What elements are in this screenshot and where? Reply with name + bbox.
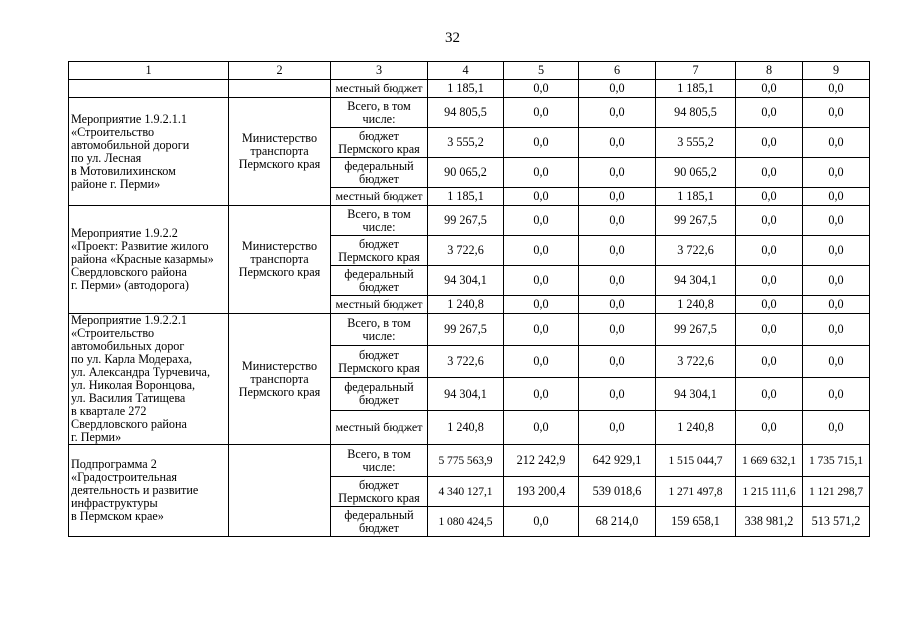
table-row	[69, 98, 870, 128]
measure-name-line: ул. Александра Турчевича,	[71, 365, 211, 379]
value-cell: 0,0	[736, 296, 803, 314]
ministry-line: Министерство	[241, 239, 318, 253]
funding-source-line: числе:	[362, 459, 396, 474]
value-cell: 0,0	[504, 507, 579, 537]
value-cell: 0,0	[579, 378, 656, 410]
value-cell: 0,0	[803, 158, 870, 188]
funding-source-line: бюджет	[359, 279, 399, 294]
value-cell: 0,0	[803, 128, 870, 158]
value-cell: 0,0	[504, 98, 579, 128]
value-cell: 0,0	[579, 128, 656, 158]
value-cell: 159 658,1	[656, 507, 736, 537]
funding-source-line: федеральный	[344, 380, 414, 394]
table-row	[69, 445, 870, 477]
value-cell: 0,0	[736, 410, 803, 444]
measure-name-line: инфраструктуры	[71, 496, 158, 510]
value-cell: 99 267,5	[428, 314, 504, 346]
value-cell: 0,0	[504, 410, 579, 444]
column-header: 7	[656, 62, 736, 80]
value-cell: 0,0	[504, 80, 579, 98]
value-cell: 0,0	[803, 314, 870, 346]
value-cell: 0,0	[803, 346, 870, 378]
ministry-line: Министерство	[241, 131, 318, 145]
value-cell: 94 304,1	[428, 378, 504, 410]
value-cell: 94 304,1	[656, 266, 736, 296]
measure-name-line: Мероприятие 1.9.2.1.1	[71, 111, 187, 126]
value-cell: 338 981,2	[736, 507, 803, 537]
measure-name-line: района «Красные казармы»	[71, 252, 214, 266]
page-number: 32	[445, 30, 460, 46]
value-cell: 0,0	[736, 346, 803, 378]
funding-source-line: бюджет	[359, 128, 399, 143]
value-cell: 90 065,2	[428, 158, 504, 188]
value-cell: 1 515 044,7	[656, 445, 736, 477]
value-cell: 0,0	[736, 266, 803, 296]
funding-source-line: бюджет	[359, 236, 399, 251]
ministry-line: Пермского края	[238, 265, 321, 279]
measure-name-line: Мероприятие 1.9.2.2.1	[71, 313, 187, 327]
measure-name-line: Свердловского района	[71, 417, 187, 431]
funding-source-line: числе:	[362, 328, 396, 343]
measure-name-line: районе г. Перми»	[71, 176, 161, 191]
value-cell: 0,0	[579, 314, 656, 346]
value-cell: 94 304,1	[428, 266, 504, 296]
value-cell: 0,0	[736, 128, 803, 158]
funding-source-cell	[331, 378, 428, 410]
funding-source-line: Пермского края	[338, 141, 420, 156]
value-cell: 0,0	[736, 378, 803, 410]
value-cell: 0,0	[504, 378, 579, 410]
funding-source-line: Пермского края	[338, 360, 420, 375]
measure-name-line: деятельность и развитие	[71, 483, 199, 497]
measure-name-line: г. Перми»	[71, 430, 122, 444]
ministry-line: транспорта	[250, 144, 309, 158]
column-header: 5	[504, 62, 579, 80]
value-cell: 68 214,0	[579, 507, 656, 537]
table-body	[69, 80, 870, 537]
funding-source-cell	[331, 188, 428, 206]
value-cell: 3 555,2	[428, 128, 504, 158]
value-cell: 0,0	[736, 80, 803, 98]
value-cell: 0,0	[803, 80, 870, 98]
value-cell: 0,0	[803, 378, 870, 410]
value-cell: 0,0	[579, 236, 656, 266]
funding-source-cell	[331, 445, 428, 477]
value-cell: 99 267,5	[656, 206, 736, 236]
measure-name-line: в квартале 272	[71, 404, 147, 418]
value-cell: 0,0	[736, 158, 803, 188]
value-cell: 0,0	[504, 188, 579, 206]
funding-source-line: бюджет	[359, 393, 399, 407]
value-cell: 1 185,1	[428, 80, 504, 98]
value-cell: 0,0	[504, 314, 579, 346]
value-cell: 0,0	[579, 98, 656, 128]
funding-source-line: Всего, в том	[347, 315, 411, 330]
value-cell: 0,0	[803, 98, 870, 128]
measure-name-line: в Мотовилихинском	[71, 163, 176, 178]
funding-source-line: бюджет	[359, 171, 399, 186]
value-cell: 0,0	[504, 346, 579, 378]
value-cell: 3 722,6	[656, 236, 736, 266]
value-cell: 0,0	[504, 158, 579, 188]
value-cell: 513 571,2	[803, 507, 870, 537]
value-cell: 1 240,8	[656, 410, 736, 444]
funding-source-line: числе:	[362, 111, 396, 126]
value-cell: 0,0	[579, 346, 656, 378]
funding-source-line: Всего, в том	[347, 206, 411, 221]
value-cell: 3 722,6	[428, 346, 504, 378]
measure-name-cell	[69, 98, 229, 206]
value-cell: 94 805,5	[428, 98, 504, 128]
budget-table	[68, 61, 870, 537]
value-cell: 94 805,5	[656, 98, 736, 128]
value-cell: 0,0	[579, 410, 656, 444]
column-header: 6	[579, 62, 656, 80]
ministry-line: транспорта	[250, 371, 309, 386]
funding-source-cell	[331, 266, 428, 296]
value-cell: 1 735 715,1	[803, 445, 870, 477]
measure-name-line: «Градостроительная	[71, 470, 177, 484]
value-cell: 642 929,1	[579, 445, 656, 477]
ministry-line: Пермского края	[238, 157, 321, 171]
funding-source-line: федеральный	[344, 507, 414, 522]
funding-source-line: Всего, в том	[347, 98, 411, 113]
value-cell: 0,0	[579, 188, 656, 206]
funding-source-cell	[331, 98, 428, 128]
funding-source-line: Пермского края	[338, 490, 420, 505]
value-cell: 1 240,8	[428, 410, 504, 444]
funding-source-line: Пермского края	[338, 249, 420, 264]
ministry-cell	[229, 445, 331, 537]
funding-source-cell	[331, 206, 428, 236]
funding-source-line: бюджет	[359, 347, 399, 362]
measure-name-line: «Строительство	[71, 326, 155, 340]
value-cell: 99 267,5	[428, 206, 504, 236]
value-cell: 0,0	[736, 206, 803, 236]
value-cell: 0,0	[803, 296, 870, 314]
value-cell: 0,0	[579, 80, 656, 98]
ministry-cell	[229, 206, 331, 314]
funding-source-line: местный бюджет	[335, 189, 423, 203]
measure-name-line: г. Перми» (автодорога)	[71, 278, 189, 292]
value-cell: 1 185,1	[656, 188, 736, 206]
ministry-cell	[229, 98, 331, 206]
column-header: 1	[69, 62, 229, 80]
value-cell: 0,0	[579, 266, 656, 296]
value-cell: 0,0	[504, 236, 579, 266]
measure-name-line: автомобильных дорог	[71, 339, 185, 353]
value-cell: 1 240,8	[428, 296, 504, 314]
funding-source-cell	[331, 158, 428, 188]
value-cell: 90 065,2	[656, 158, 736, 188]
name-cell	[69, 80, 229, 98]
value-cell: 0,0	[803, 410, 870, 444]
value-cell: 0,0	[803, 206, 870, 236]
table-header	[69, 62, 870, 80]
funding-source-line: федеральный	[344, 266, 414, 281]
funding-source-line: федеральный	[344, 158, 414, 173]
value-cell: 3 722,6	[656, 346, 736, 378]
value-cell: 1 215 111,6	[736, 477, 803, 507]
measure-name-line: «Проект: Развитие жилого	[71, 239, 209, 253]
funding-source-cell	[331, 236, 428, 266]
funding-source-cell	[331, 296, 428, 314]
funding-source-line: бюджет	[359, 520, 399, 535]
value-cell: 0,0	[803, 266, 870, 296]
measure-name-line: ул. Василия Татищева	[71, 391, 186, 405]
funding-source-line: бюджет	[359, 477, 399, 492]
table-row	[69, 314, 870, 346]
value-cell: 212 242,9	[504, 445, 579, 477]
value-cell: 0,0	[736, 188, 803, 206]
measure-name-line: автомобильной дороги	[71, 137, 190, 152]
table-row	[69, 80, 870, 98]
value-cell: 3 722,6	[428, 236, 504, 266]
value-cell: 0,0	[803, 188, 870, 206]
measure-name-line: ул. Николая Воронцова,	[71, 378, 196, 392]
measure-name-line: Свердловского района	[71, 265, 187, 279]
value-cell: 0,0	[803, 236, 870, 266]
measure-name-line: «Строительство	[71, 124, 155, 139]
value-cell: 1 121 298,7	[803, 477, 870, 507]
funding-source-line: местный бюджет	[335, 419, 423, 434]
value-cell: 0,0	[504, 266, 579, 296]
column-header: 2	[229, 62, 331, 80]
value-cell: 193 200,4	[504, 477, 579, 507]
measure-name-cell	[69, 206, 229, 314]
funding-source-line: числе:	[362, 219, 396, 234]
ministry-cell	[229, 314, 331, 445]
column-header: 4	[428, 62, 504, 80]
column-header: 9	[803, 62, 870, 80]
funding-source-cell	[331, 410, 428, 444]
value-cell: 1 185,1	[656, 80, 736, 98]
value-cell: 94 304,1	[656, 378, 736, 410]
value-cell: 1 240,8	[656, 296, 736, 314]
funding-source-cell: местный бюджет	[331, 80, 428, 98]
header-row	[69, 62, 870, 80]
value-cell: 0,0	[579, 206, 656, 236]
funding-source-cell	[331, 477, 428, 507]
value-cell: 1 669 632,1	[736, 445, 803, 477]
funding-source-line: Всего, в том	[347, 446, 411, 461]
ministry-line: Пермского края	[238, 384, 321, 399]
ministry-line: транспорта	[250, 252, 309, 266]
measure-name-line: в Пермском крае»	[71, 509, 164, 523]
measure-name-line: Мероприятие 1.9.2.2	[71, 226, 178, 240]
value-cell: 1 080 424,5	[428, 507, 504, 537]
measure-name-line: по ул. Карла Модераха,	[71, 352, 193, 366]
value-cell: 1 185,1	[428, 188, 504, 206]
value-cell: 0,0	[504, 128, 579, 158]
column-header: 8	[736, 62, 803, 80]
funding-source-cell	[331, 346, 428, 378]
measure-name-line: Подпрограмма 2	[71, 457, 157, 471]
value-cell: 0,0	[736, 98, 803, 128]
funding-source-cell	[331, 128, 428, 158]
value-cell: 1 271 497,8	[656, 477, 736, 507]
measure-name-cell	[69, 314, 229, 445]
value-cell: 99 267,5	[656, 314, 736, 346]
value-cell: 0,0	[504, 296, 579, 314]
funding-source-cell	[331, 507, 428, 537]
column-header: 3	[331, 62, 428, 80]
value-cell: 5 775 563,9	[428, 445, 504, 477]
value-cell: 0,0	[579, 296, 656, 314]
funding-source-cell	[331, 314, 428, 346]
ministry-cell	[229, 80, 331, 98]
value-cell: 0,0	[504, 206, 579, 236]
value-cell: 0,0	[579, 158, 656, 188]
measure-name-cell	[69, 445, 229, 537]
funding-source-line: местный бюджет	[335, 297, 423, 311]
value-cell: 539 018,6	[579, 477, 656, 507]
value-cell: 0,0	[736, 236, 803, 266]
measure-name-line: по ул. Лесная	[71, 150, 142, 165]
value-cell: 4 340 127,1	[428, 477, 504, 507]
table-row	[69, 206, 870, 236]
value-cell: 3 555,2	[656, 128, 736, 158]
value-cell: 0,0	[736, 314, 803, 346]
ministry-line: Министерство	[241, 358, 318, 373]
